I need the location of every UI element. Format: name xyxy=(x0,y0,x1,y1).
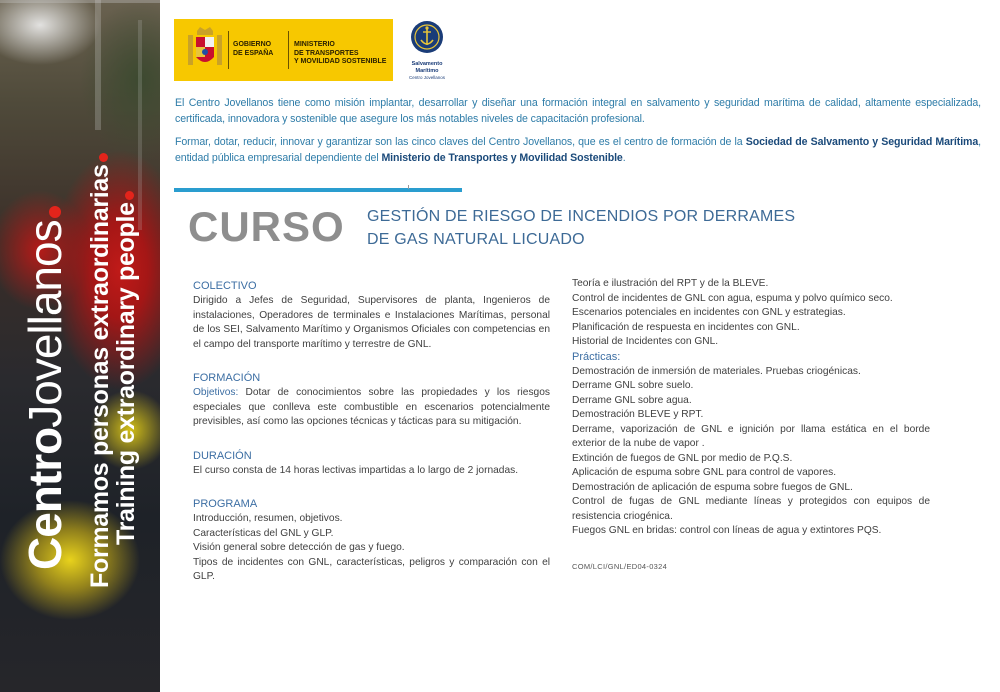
gobierno-text: GOBIERNO DE ESPAÑA xyxy=(233,41,274,57)
list-item: Control de incidentes de GNL con agua, espuma y polvo químico seco. xyxy=(572,292,893,304)
list-item: Demostración BLEVE y RPT. xyxy=(572,409,704,420)
red-dot-icon xyxy=(49,206,61,218)
red-dot-icon xyxy=(125,191,134,200)
list-item: Características del GNL y GLP. xyxy=(193,527,334,539)
brand-name: CentroJovellanos xyxy=(22,206,68,570)
intro-claves: Formar, dotar, reducir, innovar y garantizar son las cinco claves del Centro Jovellanos, que es el centro de formación de la Sociedad de Salvamento y Seguridad Marítima, entidad pública empresarial dependiente del Ministerio de Transportes y Movilidad Sostenible. xyxy=(175,136,982,164)
list-item: Escenarios potenciales en incidentes con GNL y estrategias. xyxy=(572,307,846,318)
list-item: Aplicación de espuma sobre GNL para control de vapores. xyxy=(572,467,837,478)
list-item: Fuegos GNL en bridas: control con líneas de agua y extintores PQS. xyxy=(572,525,882,536)
list-item: Visión general sobre detección de gas y fuego. xyxy=(193,542,405,553)
duracion-title: DURACIÓN xyxy=(193,449,252,462)
list-item: Historial de Incidentes con GNL. xyxy=(572,336,719,347)
list-item: Introducción, resumen, objetivos. xyxy=(193,513,343,524)
banner-photo xyxy=(0,0,163,692)
red-dot-icon xyxy=(99,153,108,162)
list-item: Demostración de inmersión de materiales. Pruebas criogénicas. xyxy=(572,365,861,377)
course-code: COM/LCI/GNL/ED04-0324 xyxy=(572,561,668,571)
colectivo-title: COLECTIVO xyxy=(193,280,257,292)
coat-of-arms-icon xyxy=(184,27,226,73)
anchor-emblem-icon xyxy=(410,20,444,54)
list-item: Derrame GNL sobre agua. xyxy=(572,394,692,406)
list-item: Teoría e ilustración del RPT y de la BLEVE. xyxy=(572,278,769,289)
course-title: GESTIÓN DE RIESGO DE INCENDIOS POR DERRAMES DE GAS NATURAL LICUADO xyxy=(367,208,796,248)
salvamento-maritimo-logo xyxy=(400,20,454,82)
list-item: Tipos de incidentes con GNL, características, peligros y comparación con el GLP. xyxy=(193,556,550,582)
section-divider xyxy=(174,188,462,192)
list-item: Control de fugas de GNL mediante líneas y protegidos con equipos de resistencia criogénica. xyxy=(572,496,930,522)
list-item: Extinción de fuegos de GNL por medio de P.Q.S. xyxy=(572,452,793,464)
banner-divider xyxy=(160,0,163,692)
tagline-en: Training extraordinary people xyxy=(114,191,139,545)
list-item: Derrame, vaporización de GNL e ignición por llama estática en el borde exterior de la nube de vapor . xyxy=(572,423,930,449)
duracion-text: El curso consta de 14 horas lectivas impartidas a lo largo de 2 jornadas. xyxy=(193,464,519,476)
formacion-title: FORMACIÓN xyxy=(193,372,261,384)
formacion-text: Objetivos: Dotar de conocimientos sobre las propiedades y los riesgos especiales que conlleva este combustible en escenarios potencialmente previsibles, así como las opciones técnicas y tácticas para su mitigación. xyxy=(193,387,550,427)
right-column xyxy=(572,277,930,574)
intro-mission: El Centro Jovellanos tiene como misión implantar, desarrollar y diseñar una formación integral en salvamento y seguridad marítima de calidad, altamente especializada, certificada, innovadora y sostenible que asegure los más notables niveles de capacitación profesional. xyxy=(175,97,981,125)
list-item: Planificación de respuesta en incidentes con GNL. xyxy=(572,321,800,333)
list-item: Demostración de aplicación de espuma sobre fuegos de GNL. xyxy=(572,481,853,493)
gobierno-logo xyxy=(174,19,393,81)
practicas-title: Prácticas: xyxy=(572,350,621,363)
list-item: Derrame GNL sobre suelo. xyxy=(572,380,694,391)
colectivo-text: Dirigido a Jefes de Seguridad, Supervisores de planta, Ingenieros de instalaciones, Operadores de terminales e Instalaciones Marítimas, personal de los SEI, Salvamento Marítimo y Organismos Oficiales con competencias en el campo del transporte marítimo y terrestre de GNL. xyxy=(193,295,550,350)
ministerio-text: MINISTERIO DE TRANSPORTES Y MOVILIDAD SOSTENIBLE xyxy=(294,41,387,65)
logo-separator xyxy=(288,31,289,69)
logo-separator xyxy=(228,31,229,69)
tagline-es: Formamos personas extraordinarias xyxy=(88,153,113,588)
curso-label: CURSO xyxy=(188,203,345,250)
salvamento-name: Salvamento Marítimo xyxy=(411,61,443,74)
salvamento-sub: Centro Jovellanos xyxy=(408,75,446,80)
programa-title: PROGRAMA xyxy=(193,498,258,510)
left-column xyxy=(193,279,550,585)
divider-tick xyxy=(408,185,409,189)
